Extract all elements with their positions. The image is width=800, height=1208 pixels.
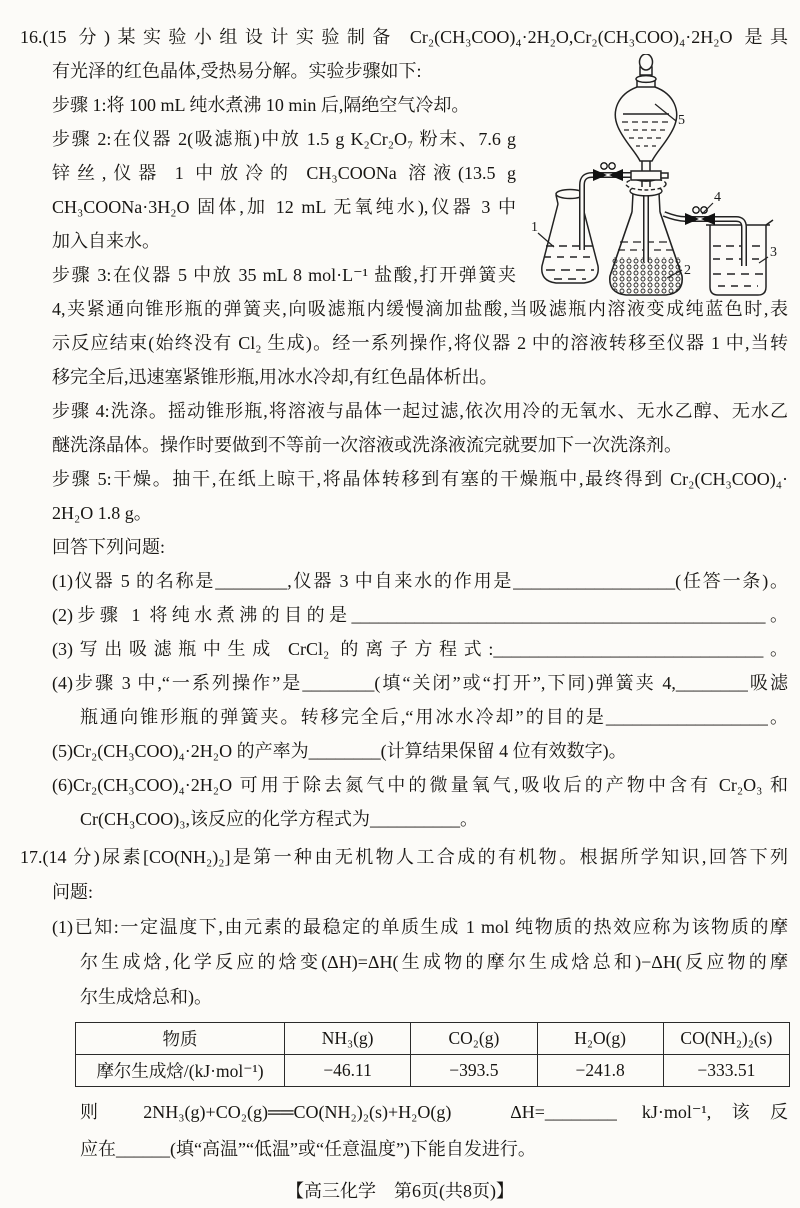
q17-sub1-line: (1)已知:一定温度下,由元素的最稳定的单质生成 1 mol 纯物质的热效应称为该物质的摩	[52, 917, 788, 937]
q16-step5-line: 步骤 5:干燥。抽干,在纸上晾干,将晶体转移到有塞的干燥瓶中,最终得到 Cr₂(CH₃COO)₄·	[52, 469, 788, 489]
q16-step1-line: 步骤 1:将 100 mL 纯水煮沸 10 min 后,隔绝空气冷却。	[52, 95, 470, 115]
pinch-clamp-right	[685, 207, 715, 225]
pinch-clamp-left	[593, 163, 623, 181]
q16-wrap-line: 有光泽的红色晶体,受热易分解。实验步骤如下:	[52, 61, 422, 81]
q16-step3-line: 4,夹紧通向锥形瓶的弹簧夹,向吸滤瓶内缓慢滴加盐酸,当吸滤瓶内溶液变成纯蓝色时,表	[52, 299, 788, 319]
q16-wrapped-column	[0, 54, 528, 292]
stopcock	[631, 171, 661, 180]
q16-step2-line: CH₃COONa·3H₂O 固体,加 12 mL 无氧纯水),仪器 3 中	[52, 197, 516, 217]
page-footer: 【高三化学 第6页(共8页)】	[286, 1181, 514, 1201]
enthalpy-table	[75, 1022, 790, 1087]
table-header-h2o: H₂O(g)	[537, 1023, 663, 1055]
q17-intro-line: 17.(14 分)尿素[CO(NH₂)₂]是第一种由无机物人工合成的有机物。根据所学知识,回答下列	[20, 847, 788, 867]
q16-subquestion-4: (4)步骤 3 中,“一系列操作”是________(填“关闭”或“打开”,下同)弹簧夹 4,________吸滤	[52, 673, 788, 693]
table-cell: −241.8	[537, 1055, 663, 1087]
q16-subquestion-2: (2)步骤 1 将纯水煮沸的目的是______________________________________________。	[52, 605, 788, 625]
table-header-urea: CO(NH₂)₂(s)	[663, 1023, 789, 1055]
table-cell: −333.51	[663, 1055, 789, 1087]
q16-subquestion-4-cont: 瓶通向锥形瓶的弹簧夹。转移完全后,“用冰水冷却”的目的是__________________。	[80, 707, 788, 727]
label-clamp-4: 4	[714, 190, 721, 205]
q16-step2-line: 步骤 2:在仪器 2(吸滤瓶)中放 1.5 g K₂Cr₂O₇ 粉末、7.6 g	[52, 129, 516, 149]
q16-step4-line: 步骤 4:洗涤。摇动锥形瓶,将溶液与晶体一起过滤,依次用冷的无氧水、无水乙醇、无水乙	[52, 401, 788, 421]
q16-step2-line: 锌丝,仪器 1 中放冷的 CH₃COONa 溶液(13.5 g	[52, 163, 516, 183]
q16-step2-line: 加入自来水。	[52, 231, 160, 251]
q16-step5-line: 2H₂O 1.8 g。	[52, 503, 152, 523]
table-header-nh3: NH₃(g)	[285, 1023, 411, 1055]
q16-step3-line: 步骤 3:在仪器 5 中放 35 mL 8 mol·L⁻¹ 盐酸,打开弹簧夹	[52, 265, 516, 285]
apparatus-figure	[528, 54, 800, 306]
erlenmeyer-flask	[542, 190, 598, 284]
question-17	[0, 840, 800, 1168]
beaker	[706, 220, 773, 295]
label-flask-2: 2	[684, 263, 691, 278]
q16-step3-line: 示反应结束(始终没有 Cl₂ 生成)。经一系列操作,将仪器 2 中的溶液转移至仪器 1 中,当转	[52, 333, 788, 353]
q17-equation-line: 则 2NH₃(g)+CO₂(g)══CO(NH₂)₂(s)+H₂O(g) ΔH=________ kJ·mol⁻¹,该反	[80, 1102, 788, 1122]
q17-equation-block	[0, 1094, 800, 1168]
label-flask-1: 1	[531, 220, 538, 235]
q16-intro-line: 16.(15 分)某实验小组设计实验制备 Cr₂(CH₃COO)₄·2H₂O,Cr₂(CH₃COO)₄·2H₂O 是具	[20, 27, 788, 47]
q16-step3-line: 移完全后,迅速塞紧锥形瓶,用冰水冷却,有红色晶体析出。	[52, 367, 498, 387]
separating-funnel	[615, 54, 676, 187]
q16-step4-line: 醚洗涤晶体。操作时要做到不等前一次溶液或洗涤液流完就要加下一次洗涤剂。	[52, 435, 682, 455]
table-header-co2: CO₂(g)	[411, 1023, 537, 1055]
q16-subquestion-3: (3)写出吸滤瓶中生成 CrCl₂ 的离子方程式:______________________________。	[52, 639, 788, 659]
q16-answer-prompt: 回答下列问题:	[52, 537, 166, 557]
q16-subquestion-6-cont: Cr(CH₃COO)₃,该反应的化学方程式为__________。	[80, 809, 479, 829]
q17-intro-line: 问题:	[52, 882, 94, 902]
table-header-row	[76, 1023, 790, 1055]
q16-subquestion-1: (1)仪器 5 的名称是________,仪器 3 中自来水的作用是__________________(任答一条)。	[52, 571, 788, 591]
table-row-label: 摩尔生成焓/(kJ·mol⁻¹)	[76, 1055, 285, 1087]
table-cell: −46.11	[285, 1055, 411, 1087]
label-beaker-3: 3	[770, 245, 777, 260]
table-cell: −393.5	[411, 1055, 537, 1087]
table-data-row	[76, 1055, 790, 1087]
table-header-substance: 物质	[76, 1023, 285, 1055]
q17-sub1-line: 尔生成焓总和)。	[80, 987, 212, 1007]
q17-sub1-line: 尔生成焓,化学反应的焓变(ΔH)=ΔH(生成物的摩尔生成焓总和)−ΔH(反应物的摩	[80, 952, 788, 972]
q16-subquestion-6: (6)Cr₂(CH₃COO)₄·2H₂O 可用于除去氮气中的微量氧气,吸收后的产物中含有 Cr₂O₃ 和	[52, 775, 788, 795]
label-funnel-5: 5	[678, 113, 685, 128]
q17-equation-line: 应在______(填“高温”“低温”或“任意温度”)下能自发进行。	[80, 1139, 536, 1159]
q16-subquestion-5: (5)Cr₂(CH₃COO)₄·2H₂O 的产率为________(计算结果保留 4 位有效数字)。	[52, 741, 627, 761]
